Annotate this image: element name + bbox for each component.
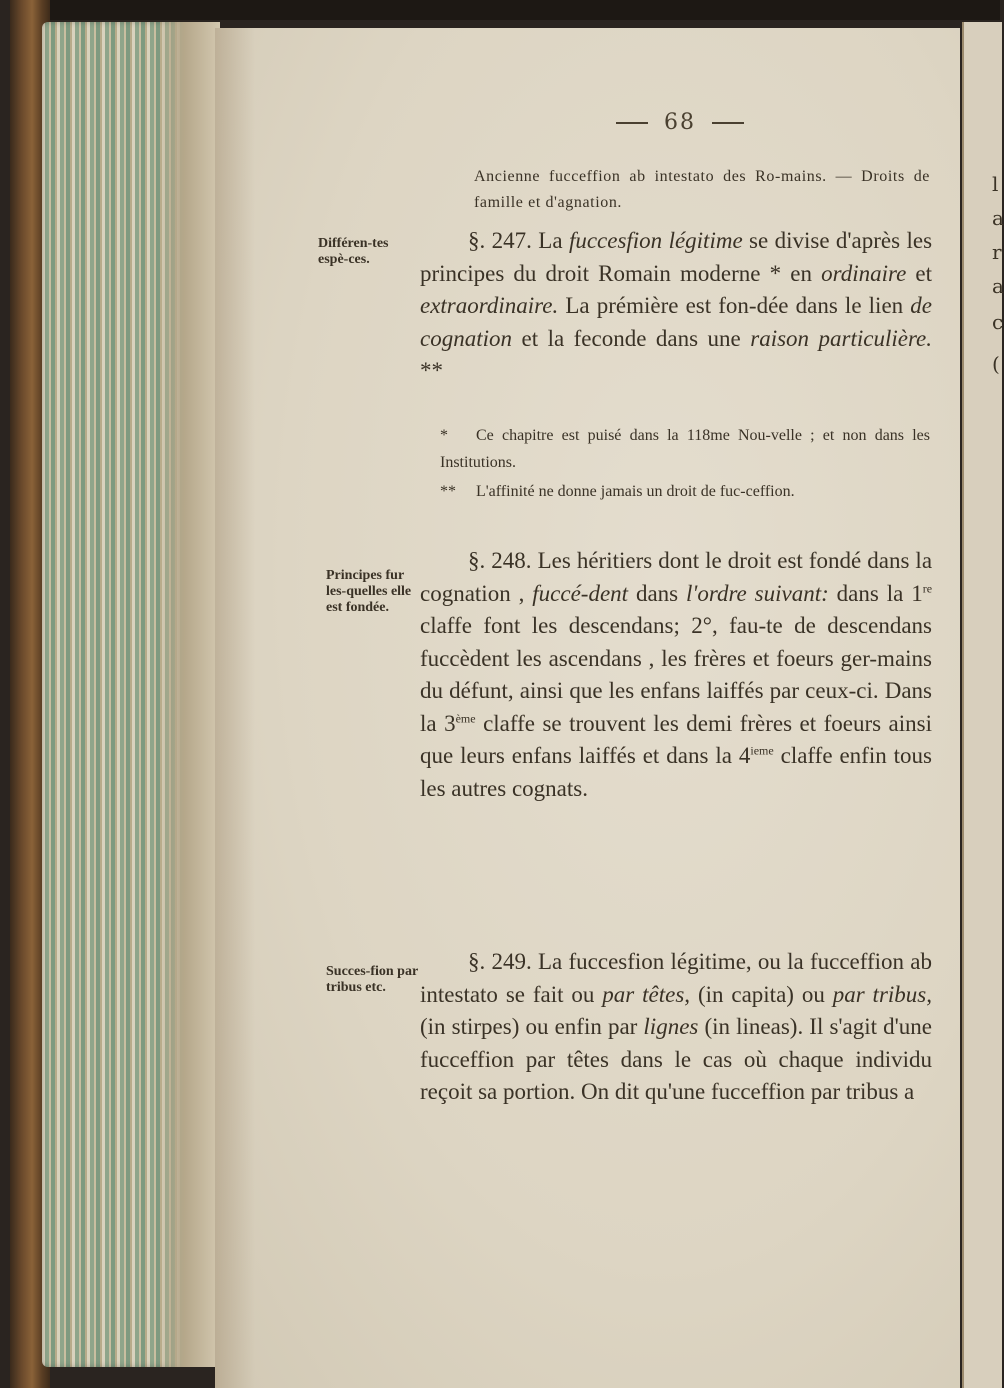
chapter-summary: Ancienne fucceffion ab intestato des Ro-mains. — Droits de famille et d'agnation. bbox=[474, 168, 930, 211]
text: et bbox=[915, 260, 933, 286]
facing-page-letter: a bbox=[992, 274, 1004, 298]
footnote-2 bbox=[440, 478, 930, 505]
margin-note-247: Différen-tes espè-ces. bbox=[318, 236, 389, 267]
italic-text: ordinaire bbox=[821, 260, 907, 286]
italic-text: l'ordre suivant: bbox=[686, 580, 829, 606]
text: La bbox=[538, 228, 563, 253]
text: et la feconde dans une bbox=[521, 325, 741, 351]
text: (in capita) ou bbox=[697, 981, 825, 1007]
text: La prémière est fon-dée dans le lien bbox=[565, 293, 904, 318]
paragraph-248 bbox=[420, 545, 932, 805]
text: se divise d'après les principes du droit Romain moderne * en bbox=[420, 228, 933, 286]
text: claffe se trouvent les demi frères et foeurs ainsi que leurs enfans laiffés et dans la 4 bbox=[420, 710, 932, 768]
footnote-text: Ce chapitre est puisé dans la 118me Nou-velle ; et non dans les Institutions. bbox=[440, 427, 930, 471]
dash-right bbox=[712, 122, 744, 124]
section-number: §. 249. bbox=[468, 949, 532, 974]
page-number bbox=[590, 110, 770, 135]
footnote-1 bbox=[440, 422, 930, 476]
paragraph-247 bbox=[420, 225, 932, 388]
superscript: ieme bbox=[750, 743, 774, 758]
footnote-mark: ** bbox=[440, 483, 456, 500]
superscript: re bbox=[922, 580, 933, 595]
text: La fuccesfion légitime, ou la fucceffion ab intestato se fait ou bbox=[420, 949, 933, 1007]
facing-page-letter: r bbox=[992, 240, 1002, 264]
text: (in lineas). Il s'agit d'une fucceffion par têtes dans le cas où chaque individu reçoit sa portion. On dit qu'une fucceffion par tribus a bbox=[420, 1014, 933, 1104]
section-number: §. 247. bbox=[468, 228, 532, 253]
page-edges-shade bbox=[160, 22, 220, 1367]
margin-note-248: Principes fur les-quelles elle est fondée. bbox=[326, 568, 412, 615]
superscript: ème bbox=[455, 710, 476, 725]
italic-text: fuccé-dent bbox=[532, 580, 629, 606]
dash-left bbox=[616, 122, 648, 124]
italic-text: fuccesfion légitime bbox=[568, 228, 743, 253]
section-number: §. 248. bbox=[468, 548, 532, 573]
page-gutter-shadow bbox=[215, 28, 255, 1388]
text: dans bbox=[635, 580, 679, 606]
page-number-text: 68 bbox=[664, 110, 696, 135]
footnote-mark: * bbox=[440, 427, 448, 444]
italic-text: par têtes, bbox=[602, 981, 691, 1007]
facing-page-letter: c bbox=[992, 310, 1004, 334]
facing-page-letter: a bbox=[992, 206, 1004, 230]
italic-text: lignes bbox=[643, 1014, 699, 1039]
text: claffe font les descendans; 2°, fau-te de descendans fuccèdent les ascendans , les frères et foeurs ger-mains du défunt, ainsi que les enfans laiffés par ceux-ci. Dans la 3 bbox=[420, 613, 932, 736]
text: (in stirpes) ou enfin par bbox=[420, 1014, 638, 1039]
facing-page-letter: l bbox=[992, 172, 999, 196]
text: Les héritiers dont le droit est fondé dans la cognation , bbox=[420, 548, 933, 606]
book-cover-top bbox=[10, 0, 1000, 20]
italic-text: par tribus, bbox=[832, 981, 932, 1007]
footnote-text: L'affinité ne donne jamais un droit de fuc-ceffion. bbox=[476, 483, 795, 500]
italic-text: raison particulière. bbox=[750, 325, 933, 351]
text: dans la 1 bbox=[836, 580, 923, 606]
italic-text: de cognation bbox=[420, 293, 933, 351]
text: claffe enfin tous les autres cognats. bbox=[420, 743, 932, 801]
italic-text: extraordinaire. bbox=[420, 293, 559, 318]
facing-page-letter: ( bbox=[992, 352, 1000, 376]
footnote-ref: ** bbox=[420, 358, 443, 383]
paragraph-249 bbox=[420, 946, 932, 1109]
margin-note-249: Succes-fion par tribus etc. bbox=[326, 964, 418, 995]
